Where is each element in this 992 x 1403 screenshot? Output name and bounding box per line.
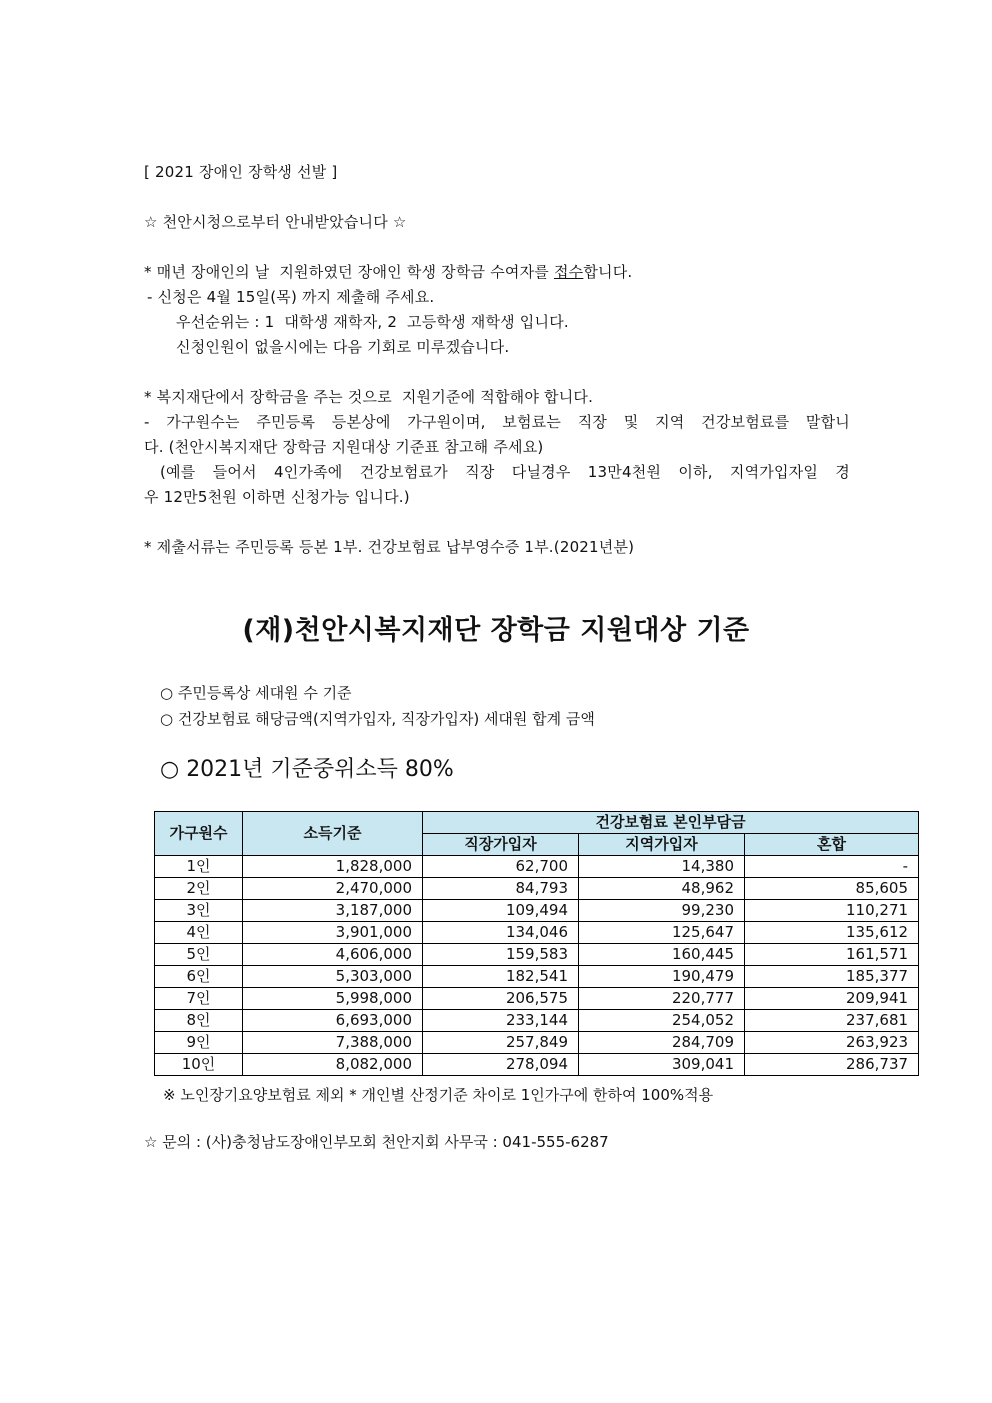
cell-regional: 254,052 xyxy=(579,1010,745,1032)
cell-household: 9인 xyxy=(155,1032,243,1054)
criteria-item-1: ○ 주민등록상 세대원 수 기준 xyxy=(160,684,352,702)
cell-household: 7인 xyxy=(155,988,243,1010)
cell-workplace: 109,494 xyxy=(423,900,579,922)
cell-household: 5인 xyxy=(155,944,243,966)
header-insurance-group: 건강보험료 본인부담금 xyxy=(423,812,919,834)
cell-workplace: 206,575 xyxy=(423,988,579,1010)
table-row xyxy=(155,1010,919,1032)
cell-mixed: - xyxy=(745,856,919,878)
contact-info: ☆ 문의 : (사)충청남도장애인부모회 천안지회 사무국 : 041-555-6287 xyxy=(144,1133,609,1151)
cell-workplace: 84,793 xyxy=(423,878,579,900)
cell-household: 4인 xyxy=(155,922,243,944)
cell-regional: 220,777 xyxy=(579,988,745,1010)
p1-priority: 우선순위는 : 1 대학생 재학자, 2 고등학생 재학생 입니다. xyxy=(176,313,569,331)
cell-income: 3,901,000 xyxy=(243,922,423,944)
cell-mixed: 161,571 xyxy=(745,944,919,966)
table-row xyxy=(155,856,919,878)
p2-line-4: 우 12만5천원 이하면 신청가능 입니다.) xyxy=(144,488,410,506)
cell-workplace: 182,541 xyxy=(423,966,579,988)
cell-regional: 284,709 xyxy=(579,1032,745,1054)
cell-mixed: 135,612 xyxy=(745,922,919,944)
p2-main: * 복지재단에서 장학금을 주는 것으로 지원기준에 적합해야 합니다. xyxy=(144,388,594,406)
p1-prefix: * 매년 장애인의 날 지원하였던 장애인 학생 장학금 수여자를 xyxy=(144,263,554,281)
cell-income: 8,082,000 xyxy=(243,1054,423,1076)
cell-regional: 14,380 xyxy=(579,856,745,878)
p1-next: 신청인원이 없을시에는 다음 기회로 미루겠습니다. xyxy=(176,338,510,356)
cell-income: 7,388,000 xyxy=(243,1032,423,1054)
header-mixed: 혼합 xyxy=(745,834,919,856)
p1-suffix: 합니다. xyxy=(583,263,633,281)
table-footnote: ※ 노인장기요양보험료 제외 * 개인별 산정기준 차이로 1인가구에 한하여 100%적용 xyxy=(163,1086,714,1104)
cell-workplace: 278,094 xyxy=(423,1054,579,1076)
cell-income: 6,693,000 xyxy=(243,1010,423,1032)
cell-household: 10인 xyxy=(155,1054,243,1076)
cell-mixed: 237,681 xyxy=(745,1010,919,1032)
cell-workplace: 257,849 xyxy=(423,1032,579,1054)
table-row xyxy=(155,966,919,988)
criteria-table xyxy=(154,811,919,1076)
cell-workplace: 159,583 xyxy=(423,944,579,966)
table-row xyxy=(155,988,919,1010)
cell-workplace: 62,700 xyxy=(423,856,579,878)
table-row xyxy=(155,922,919,944)
table-row xyxy=(155,1032,919,1054)
cell-income: 3,187,000 xyxy=(243,900,423,922)
cell-regional: 48,962 xyxy=(579,878,745,900)
p2-line-2: 다. (천안시복지재단 장학금 지원대상 기준표 참고해 주세요) xyxy=(144,438,544,456)
p1-emphasis: 접수 xyxy=(553,263,584,281)
criteria-item-2: ○ 건강보험료 해당금액(지역가입자, 직장가입자) 세대원 합계 금액 xyxy=(160,710,595,728)
cell-household: 1인 xyxy=(155,856,243,878)
cell-mixed: 110,271 xyxy=(745,900,919,922)
cell-income: 5,998,000 xyxy=(243,988,423,1010)
notice-header: [ 2021 장애인 장학생 선발 ] xyxy=(144,163,338,181)
header-income: 소득기준 xyxy=(243,812,423,856)
cell-mixed: 85,605 xyxy=(745,878,919,900)
table-row xyxy=(155,1054,919,1076)
notice-source: ☆ 천안시청으로부터 안내받았습니다 ☆ xyxy=(144,213,407,231)
cell-regional: 190,479 xyxy=(579,966,745,988)
criteria-title: (재)천안시복지재단 장학금 지원대상 기준 xyxy=(242,615,750,646)
p2-line-1: - 가구원수는 주민등록 등본상에 가구원이며, 보험료는 직장 및 지역 건강보험료를 말합니 xyxy=(144,413,850,431)
cell-income: 4,606,000 xyxy=(243,944,423,966)
cell-household: 8인 xyxy=(155,1010,243,1032)
cell-mixed: 209,941 xyxy=(745,988,919,1010)
cell-income: 1,828,000 xyxy=(243,856,423,878)
cell-mixed: 286,737 xyxy=(745,1054,919,1076)
median-income-heading: ○ 2021년 기준중위소득 80% xyxy=(160,757,454,782)
table-row xyxy=(155,900,919,922)
cell-household: 2인 xyxy=(155,878,243,900)
p1-deadline: - 신청은 4월 15일(목) 까지 제출해 주세요. xyxy=(147,288,435,306)
table-row xyxy=(155,878,919,900)
cell-regional: 160,445 xyxy=(579,944,745,966)
cell-income: 5,303,000 xyxy=(243,966,423,988)
cell-mixed: 185,377 xyxy=(745,966,919,988)
p3-documents: * 제출서류는 주민등록 등본 1부. 건강보험료 납부영수증 1부.(2021년분) xyxy=(144,538,635,556)
cell-regional: 99,230 xyxy=(579,900,745,922)
cell-household: 3인 xyxy=(155,900,243,922)
header-workplace: 직장가입자 xyxy=(423,834,579,856)
header-household: 가구원수 xyxy=(155,812,243,856)
cell-income: 2,470,000 xyxy=(243,878,423,900)
cell-mixed: 263,923 xyxy=(745,1032,919,1054)
cell-workplace: 134,046 xyxy=(423,922,579,944)
p2-line-3: (예를 들어서 4인가족에 건강보험료가 직장 다닐경우 13만4천원 이하, 지역가입자일 경 xyxy=(160,463,850,481)
header-regional: 지역가입자 xyxy=(579,834,745,856)
cell-regional: 309,041 xyxy=(579,1054,745,1076)
cell-regional: 125,647 xyxy=(579,922,745,944)
notice-paragraph-1 xyxy=(144,262,632,282)
table-row xyxy=(155,944,919,966)
cell-workplace: 233,144 xyxy=(423,1010,579,1032)
cell-household: 6인 xyxy=(155,966,243,988)
